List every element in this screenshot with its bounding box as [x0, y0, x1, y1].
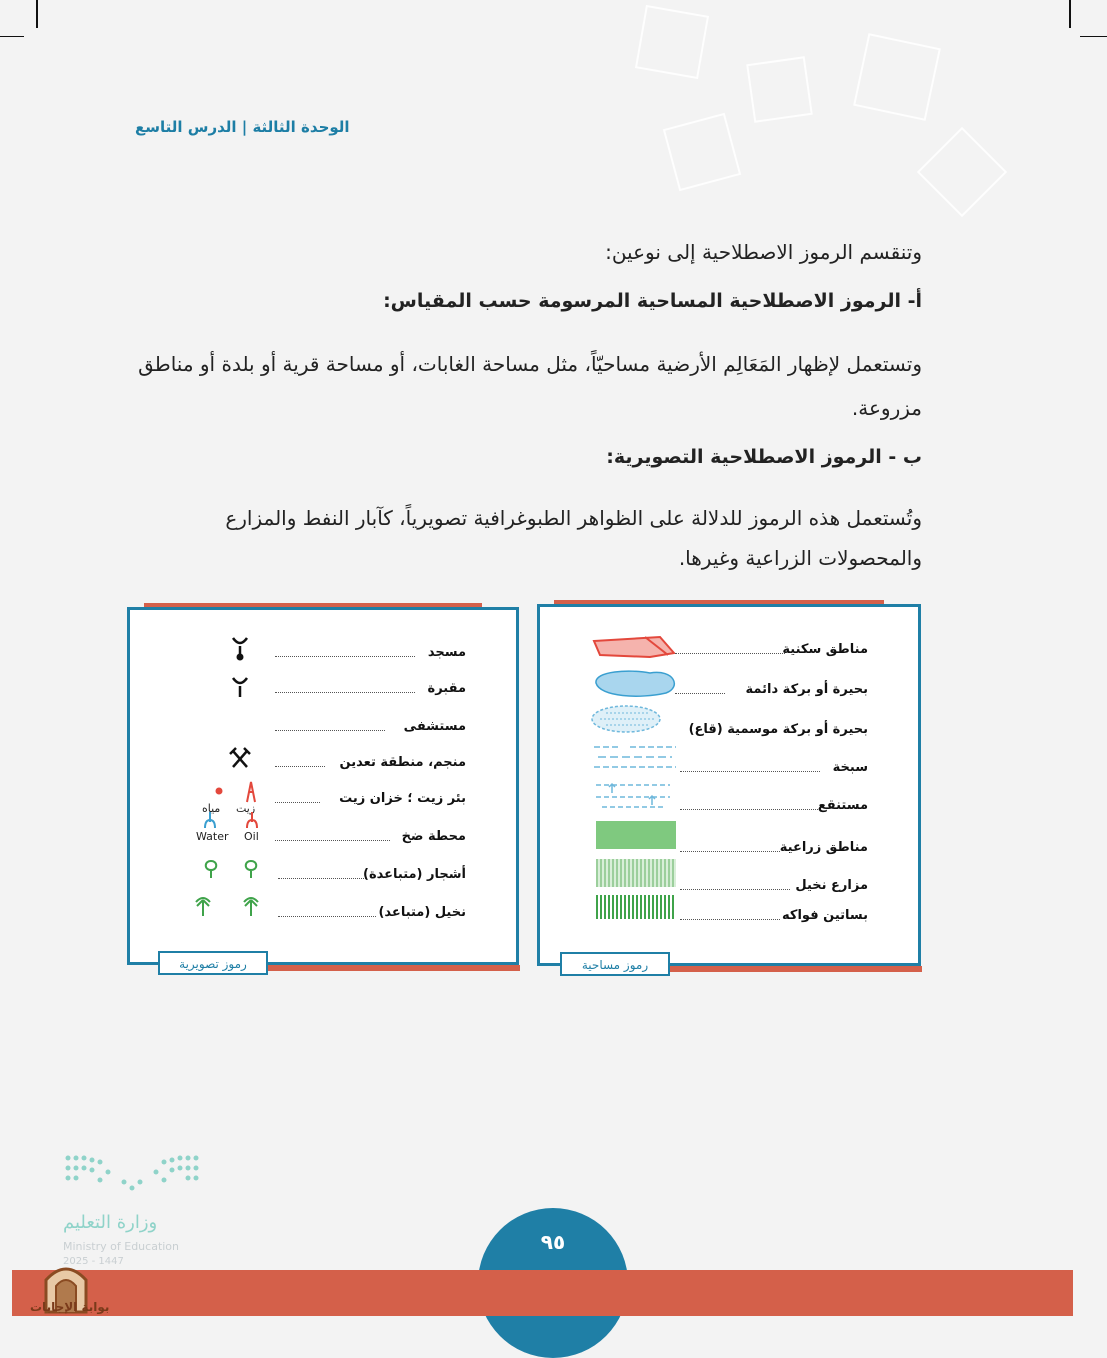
oil-label-ar: زيت: [236, 802, 256, 815]
water-label-en: Water: [196, 830, 229, 843]
residential-area-symbol: [590, 631, 678, 661]
oil-pump-station-symbol: [244, 810, 260, 830]
legend-row: [130, 714, 516, 744]
leader-line: [278, 878, 366, 879]
legend-label: بئر زيت ؛ خزان زيت: [339, 791, 466, 806]
answers-portal-badge-text: بوابة الإجابات: [30, 1300, 110, 1314]
heading-areal-symbols: أ- الرموز الاصطلاحية المساحية المرسومة حسب المقياس:: [383, 290, 922, 312]
legend-label: مسجد: [427, 645, 466, 660]
footer-bar: [12, 1270, 1073, 1316]
legend-label: مقبرة: [427, 681, 466, 696]
cemetery-symbol: [230, 676, 250, 698]
decorative-square: [635, 5, 709, 79]
legend-row: [540, 903, 918, 933]
crop-mark: [0, 36, 24, 37]
water-well-dot-symbol: [214, 786, 224, 796]
legend-label: بحيرة أو بركة دائمة: [745, 682, 868, 697]
palm-symbol: [194, 894, 212, 918]
legend-label: بساتين فواكه: [782, 908, 868, 923]
panel-top-accent: [144, 603, 482, 607]
leader-line: [275, 692, 415, 693]
leader-line: [680, 889, 790, 890]
agricultural-area-symbol: [596, 821, 676, 849]
intro-text: وتنقسم الرموز الاصطلاحية إلى نوعين:: [605, 240, 922, 264]
leader-line: [275, 802, 320, 803]
leader-line: [275, 656, 415, 657]
panel-bottom-accent: [268, 965, 520, 971]
legend-row: [130, 676, 516, 706]
water-label-ar: مياه: [202, 802, 221, 815]
leader-line: [675, 693, 725, 694]
legend-label: سبخة: [832, 760, 868, 775]
legend-label: مناطق زراعية: [779, 840, 868, 855]
ministry-name-en: Ministry of Education: [63, 1240, 180, 1253]
decorative-square: [853, 33, 941, 121]
legend-row: [540, 637, 918, 667]
decorative-square: [917, 127, 1008, 218]
leader-line: [275, 730, 385, 731]
leader-line: [680, 851, 780, 852]
decorative-square: [663, 113, 741, 191]
tree-symbol: [202, 858, 220, 880]
leader-line: [275, 840, 390, 841]
legend-row: [540, 793, 918, 823]
palm-farm-symbol: [596, 859, 676, 887]
legend-label: أشجار (متباعدة): [363, 867, 466, 882]
legend-label: مناطق سكنية: [782, 642, 868, 657]
crop-mark: [36, 0, 38, 28]
decorative-square: [746, 56, 813, 123]
leader-line: [680, 771, 820, 772]
legend-label: مستشفى: [403, 719, 466, 734]
pictorial-symbols-panel: [127, 607, 519, 971]
salt-marsh-symbol: [590, 741, 680, 771]
permanent-lake-symbol: [590, 665, 682, 701]
oil-well-symbol: [243, 780, 259, 804]
legend-label: منجم، منطقة تعدين: [339, 755, 466, 770]
crop-mark: [1069, 0, 1071, 28]
water-pump-station-symbol: [202, 810, 218, 830]
legend-row: [130, 862, 516, 892]
legend-row: [130, 640, 516, 670]
palm-symbol: [242, 894, 260, 918]
oil-label-en: Oil: [244, 830, 259, 843]
mosque-symbol: [230, 636, 250, 662]
legend-label: مزارع نخيل: [795, 878, 868, 893]
swamp-symbol: [592, 777, 676, 811]
mine-pickaxe-symbol: [228, 746, 252, 770]
paragraph-areal-symbols: وتستعمل لإظهار المَعَالِم الأرضية مساحيّاً، مثل مساحة الغابات، أو مساحة قرية أو بلدة أو مناطق مزروعة.: [138, 352, 922, 420]
legend-label: نخيل (متباعد): [378, 905, 466, 920]
ministry-name-ar: وزارة التعليم: [63, 1212, 158, 1233]
crop-mark: [1080, 36, 1107, 37]
fruit-orchard-symbol: [596, 895, 676, 919]
legend-label: محطة ضخ: [401, 829, 466, 844]
areal-symbols-panel: [537, 604, 921, 972]
heading-pictorial-symbols: ب - الرموز الاصطلاحية التصويرية:: [606, 446, 922, 468]
tree-symbol: [242, 858, 260, 880]
hospital-crescent-symbol: [232, 714, 248, 736]
seasonal-lake-symbol: [590, 703, 666, 735]
legend-row: [130, 786, 516, 816]
leader-line: [675, 653, 785, 654]
ministry-years: 2025 - 1447: [63, 1256, 124, 1267]
unit-lesson-title: الوحدة الثالثة | الدرس التاسع: [135, 118, 350, 136]
leader-line: [680, 919, 780, 920]
legend-label: بحيرة أو بركة موسمية (قاع): [688, 722, 868, 737]
leader-line: [275, 766, 325, 767]
leader-line: [680, 809, 820, 810]
paragraph-pictorial-symbols: وتُستعمل هذه الرموز للدلالة على الظواهر الطبوغرافية تصويرياً، كآبار النفط والمزارع والمحصولات الزراعية وغيرها.: [225, 506, 922, 570]
page-number: ٩٥: [540, 1230, 566, 1254]
legend-row: [130, 824, 516, 854]
panel-bottom-accent: [670, 966, 922, 972]
leader-line: [278, 916, 376, 917]
panel-top-accent: [554, 600, 884, 604]
pictorial-panel-tag: رموز تصويرية: [158, 951, 268, 975]
areal-panel-tag: رموز مساحية: [560, 952, 670, 976]
legend-row: [130, 900, 516, 930]
ministry-logo-dots: [64, 1152, 200, 1196]
legend-label: مستنقع: [817, 798, 868, 813]
legend-row: [130, 750, 516, 780]
